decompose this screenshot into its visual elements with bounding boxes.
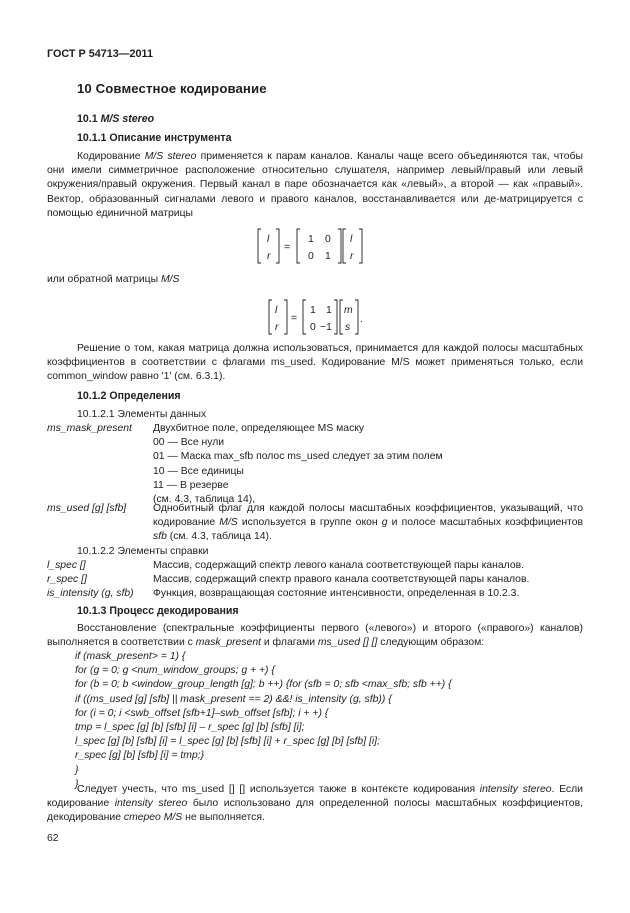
code-line-2: for (g = 0; g <num_window_groups; g + +) {	[75, 665, 275, 677]
note-text-c: было использовано для определенной полосы масштабных коэффициентов, декодирование	[47, 798, 583, 824]
decode-text-a: Восстановление (спектральные коэффициенты первого («левого») и второго («правого») каналов) выполняется в соответствии с	[47, 623, 583, 649]
decoding-pseudocode	[75, 650, 452, 792]
note-text-a: Следует учесть, что ms_used [] [] используется также в контексте кодирования	[77, 784, 480, 795]
note-intensity-2: intensity stereo	[114, 798, 188, 810]
ms-mask-present-definition	[153, 422, 443, 507]
identity-matrix-equation	[255, 226, 365, 266]
intro-text-a: Кодирование	[77, 151, 145, 162]
note-text-b: . Если кодирование	[47, 784, 583, 810]
code-line-10: }	[75, 778, 79, 790]
r-spec-definition: Массив, содержащий спектр правого канала соответствующей пары каналов.	[153, 574, 530, 585]
term-r-spec: r_spec []	[47, 574, 87, 585]
m1-rhs-r: r	[350, 251, 354, 262]
decision-paragraph	[47, 342, 583, 385]
ms-matrix-equation	[266, 297, 366, 337]
term-is-intensity: is_intensity (g, sfb)	[47, 588, 134, 599]
intro-text-b: применяется к парам каналов. Каналы чаще всего объединяются так, чтобы они имели симметричное расположение относительно слушателя, например левый/правый или левый окружения/правый окружения. Первый канал в паре обозначается как «левый», а второй — как «правый». Вектор, образованный сигналами левого и правого каналов, восстанавливается или де-матрицируется с помощью единичной матрицы	[47, 151, 583, 219]
note-intensity-1: intensity stereo	[479, 784, 552, 795]
ms-mask-line-5: 11 — В резерве	[153, 479, 229, 491]
document-header: ГОСТ Р 54713—2011	[47, 48, 153, 60]
code-line-4: if ((ms_used [g] [sfb] || mask_present == 2) &&! is_intensity (g, sfb)) {	[75, 693, 392, 705]
m2-cell-12: 1	[326, 305, 332, 316]
is-intensity-definition: Функция, возвращающая состояние интенсивности, определенная в 10.2.3.	[153, 588, 520, 599]
ms-used-text-2: используется в группе окон	[237, 517, 382, 529]
m2-rhs-s: s	[345, 322, 351, 333]
inverse-matrix-intro	[47, 273, 179, 287]
ms-used-text-4: (см. 4.3, таблица 14).	[166, 531, 272, 543]
decode-text-c: следующим образом:	[377, 637, 485, 649]
note-text-d: не выполняется.	[182, 812, 265, 824]
subsection-10-1-3-title: 10.1.3 Процесс декодирования	[77, 605, 239, 617]
m1-cell-11: 1	[308, 234, 314, 245]
subsection-10-1-1-title: 10.1.1 Описание инструмента	[77, 132, 232, 144]
m1-equals: =	[284, 242, 291, 253]
ms-used-text-3: и полосе масштабных коэффициентов	[387, 517, 584, 529]
inverse-ms-term: M/S	[160, 274, 180, 285]
m2-lhs-r: r	[275, 322, 279, 333]
m1-cell-21: 0	[308, 251, 314, 262]
code-line-7: l_spec [g] [b] [sfb] [i] = l_spec [g] [b] [sfb] [i] + r_spec [g] [b] [sfb] [i];	[75, 736, 380, 748]
term-ms-used: ms_used [g] [sfb]	[47, 503, 127, 514]
code-line-3: for (b = 0; b <window_group_length [g]; b ++) {for (sfb = 0; sfb <max_sfb; sfb ++) {	[75, 679, 452, 691]
ms-mask-line-3: 01 — Маска max_sfb полос ms_used следует за этим полем	[153, 451, 443, 463]
ms-used-ms: M/S	[219, 517, 238, 529]
m1-lhs-l: l	[267, 234, 270, 245]
m1-cell-12: 0	[325, 234, 331, 245]
decision-text: Решение о том, какая матрица должна использоваться, принимается для каждой полосы масштабных коэффициентов в соответствии с флагами ms_used. Кодирование M/S может применяться только, если common_window равно '1' (см. 6.3.1).	[47, 343, 583, 383]
decode-text-b: и флагами	[260, 637, 318, 649]
intensity-note-paragraph	[47, 783, 583, 826]
code-line-6: tmp = l_spec [g] [b] [sfb] [i] – r_spec [g] [b] [sfb] [i];	[75, 721, 305, 733]
m1-rhs-l: l	[350, 234, 353, 245]
m2-period: .	[360, 314, 363, 325]
code-line-8: r_spec [g] [b] [sfb] [i] = tmp;}	[75, 750, 205, 762]
m1-cell-22: 1	[325, 251, 331, 262]
l-spec-definition: Массив, содержащий спектр левого канала соответствующей пары каналов.	[153, 560, 525, 571]
ms-used-definition	[153, 502, 583, 545]
intro-ms-term: M/S stereo	[144, 151, 197, 162]
decode-mask-present: mask_present	[195, 637, 261, 649]
inverse-text: или обратной матрицы	[47, 274, 161, 285]
m2-rhs-m: m	[344, 305, 353, 316]
ms-mask-line-2: 00 — Все нули	[153, 437, 225, 449]
subsection-10-1-2-title: 10.1.2 Определения	[77, 390, 181, 402]
data-elements-title: 10.1.2.1 Элементы данных	[77, 409, 207, 420]
m2-cell-21: 0	[310, 322, 316, 333]
code-line-1: if (mask_present> = 1) {	[75, 651, 186, 662]
decoding-paragraph	[47, 622, 583, 650]
code-line-9: }	[75, 764, 79, 776]
ms-mask-line-4: 10 — Все единицы	[153, 465, 244, 477]
m2-cell-22: −1	[320, 322, 332, 333]
subsection-10-1-number: 10.1	[77, 113, 98, 125]
m1-lhs-r: r	[267, 251, 271, 262]
ms-used-g: g	[381, 517, 388, 529]
m2-cell-11: 1	[310, 305, 316, 316]
ms-used-sfb: sfb	[153, 531, 167, 543]
note-stereo-ms: стерео M/S	[123, 812, 183, 824]
m2-lhs-l: l	[275, 305, 278, 316]
ms-mask-line-6: (см. 4.3, таблица 14),	[153, 494, 256, 506]
section-title: 10 Совместное кодирование	[77, 81, 267, 96]
ms-mask-line-1: Двухбитное поле, определяющее MS маску	[153, 423, 365, 434]
ms-used-text-1: Однобитный флаг для каждой полосы масштабных коэффициентов, указыващий, что кодирование	[153, 503, 583, 529]
m2-equals: =	[291, 313, 298, 324]
term-ms-mask-present: ms_mask_present	[47, 423, 132, 434]
subsection-10-1-title	[77, 112, 154, 126]
decode-ms-used: ms_used [] []	[317, 637, 378, 649]
page-number: 62	[47, 833, 59, 844]
term-l-spec: l_spec []	[47, 560, 86, 571]
code-line-5: for (i = 0; i <swb_offset [sfb+1]–swb_offset [sfb]; i + +) {	[75, 707, 329, 719]
help-elements-title: 10.1.2.2 Элементы справки	[77, 546, 209, 557]
intro-paragraph	[47, 150, 583, 221]
subsection-10-1-name: M/S stereo	[100, 113, 155, 125]
